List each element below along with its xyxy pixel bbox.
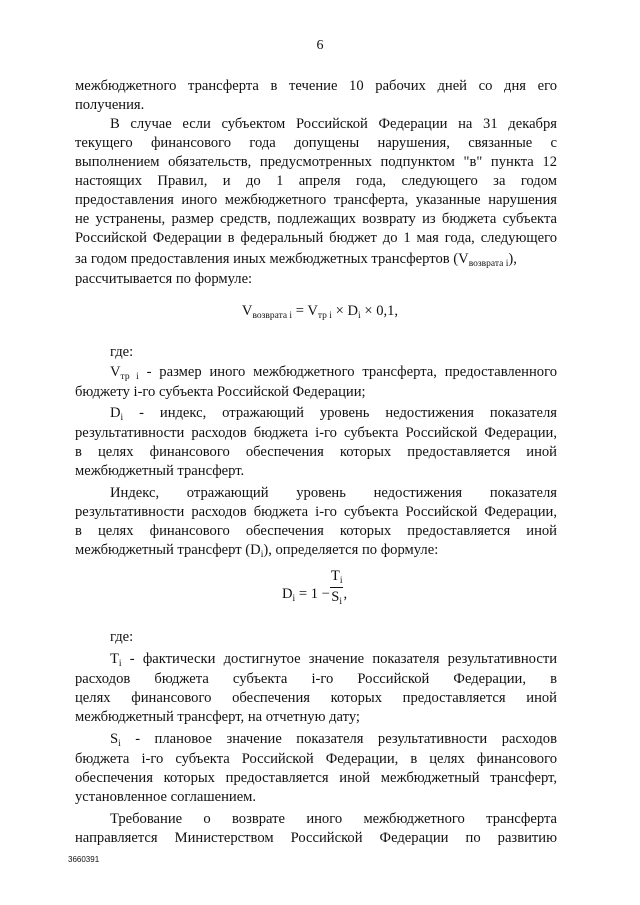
text-line: Требование о возврате иного межбюджетного трансферта — [110, 811, 557, 827]
text-line: выполнением обязательств, предусмотренных подпунктом "в" пункта 12 — [75, 154, 557, 170]
text-line: бюджета i-го субъекта Российской Федерации, в целях финансового — [75, 751, 557, 767]
text-line: не устранены, размер средств, подлежащих возврату из бюджета субъекта — [75, 211, 557, 227]
fraction: $\frac{T_i}{S_i}$ — [330, 568, 343, 607]
text-line: результативности расходов бюджета i-го субъекта Российской Федерации, — [75, 504, 557, 520]
text-line: расходов бюджета субъекта i-го Российской Федерации, в — [75, 671, 557, 687]
definition-line: $D_i$ - индекс, отражающий уровень недостижения показателя — [110, 405, 557, 423]
text-line: Индекс, отражающий уровень недостижения показателя — [110, 485, 557, 501]
text-line: результативности расходов бюджета i-го субъекта Российской Федерации, — [75, 425, 557, 441]
text-line: межбюджетный трансферт, на отчетную дату; — [75, 709, 360, 725]
definition-line: $T_i$ - фактически достигнутое значение показателя результативности — [110, 651, 558, 669]
page-number: 6 — [316, 38, 324, 53]
definition-line: $S_i$ - плановое значение показателя результативности расходов — [110, 731, 557, 749]
text-line: где: — [110, 629, 134, 645]
text-line: межбюджетного трансферта в течение 10 рабочих дней со дня его — [75, 78, 557, 94]
definition-line: $V_{тр i}$ - размер иного межбюджетного трансферта, предоставленного — [110, 364, 557, 382]
text-line: обеспечения которых предоставляется иной межбюджетный трансферт, — [75, 770, 557, 786]
text-line: в целях финансового обеспечения которых предоставляется иной — [75, 523, 557, 539]
text-line: настоящих Правил, и до 1 апреля года, следующего за годом — [75, 173, 557, 189]
text-line: предоставления иного межбюджетного трансферта, указанные нарушения — [75, 192, 557, 208]
text-line: установленное соглашением. — [75, 789, 257, 805]
text-line: получения. — [75, 97, 145, 113]
text-line: Российской Федерации в федеральный бюджет до 1 мая года, следующего — [75, 230, 557, 246]
text-line: где: — [110, 344, 134, 360]
text-line: межбюджетный трансферт. — [75, 463, 245, 479]
text-line: текущего финансового года допущены нарушения, связанные с — [75, 135, 557, 151]
text-line: бюджету i-го субъекта Российской Федерации; — [75, 384, 366, 400]
document-code: 3660391 — [68, 855, 100, 864]
text-line: межбюджетный трансферт $(D_i)$, определяется по формуле: — [75, 542, 439, 560]
text-line: направляется Министерством Российской Федерации по развитию — [75, 830, 557, 846]
text-line: рассчитывается по формуле: — [75, 271, 253, 287]
text-line: за годом предоставления иных межбюджетных трансфертов $(V_{возврата i})$, — [75, 251, 517, 269]
formula-index: $D_i = 1$ − $\frac{T_i}{S_i}$ , — [282, 568, 348, 607]
text-line: целях финансового обеспечения которых предоставляется иной — [75, 690, 557, 706]
formula-refund: $V_{возврата i} = V_{тр i} \times D_i \times 0,1$, — [241, 303, 399, 321]
text-line: в целях финансового обеспечения которых предоставляется иной — [75, 444, 557, 460]
text-line: В случае если субъектом Российской Федерации на 31 декабря — [110, 116, 557, 132]
